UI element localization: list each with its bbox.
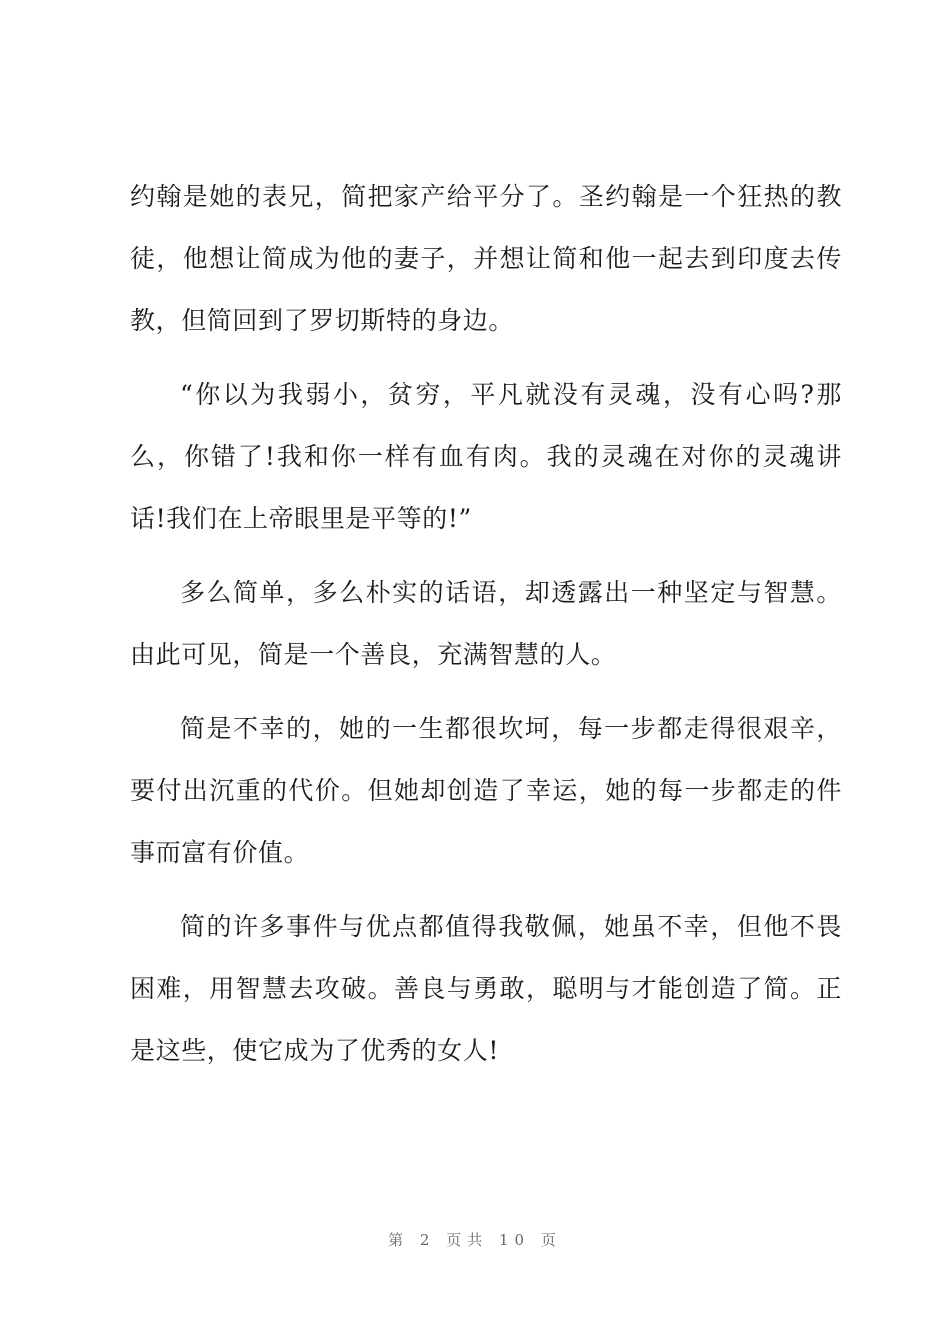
page-number-footer: 第 2 页共 10 页 <box>388 1231 562 1249</box>
paragraph: 简的许多事件与优点都值得我敬佩，她虽不幸，但他不畏困难，用智慧去攻破。善良与勇敢，聪明与才能创造了简。正是这些，使它成为了优秀的女人! <box>130 912 842 1065</box>
paragraph: “你以为我弱小，贫穷，平凡就没有灵魂，没有心吗?那么，你错了!我和你一样有血有肉。我的灵魂在对你的灵魂讲话!我们在上帝眼里是平等的!” <box>130 380 842 533</box>
paragraph: 约翰是她的表兄，简把家产给平分了。圣约翰是一个狂热的教徒，他想让简成为他的妻子，并想让简和他一起去到印度去传教，但简回到了罗切斯特的身边。 <box>130 182 842 335</box>
document-body <box>130 166 842 1094</box>
paragraph: 多么简单，多么朴实的话语，却透露出一种坚定与智慧。由此可见，简是一个善良，充满智慧的人。 <box>130 578 842 669</box>
paragraph: 简是不幸的，她的一生都很坎坷，每一步都走得很艰辛，要付出沉重的代价。但她却创造了幸运，她的每一步都走的件事而富有价值。 <box>130 714 842 867</box>
